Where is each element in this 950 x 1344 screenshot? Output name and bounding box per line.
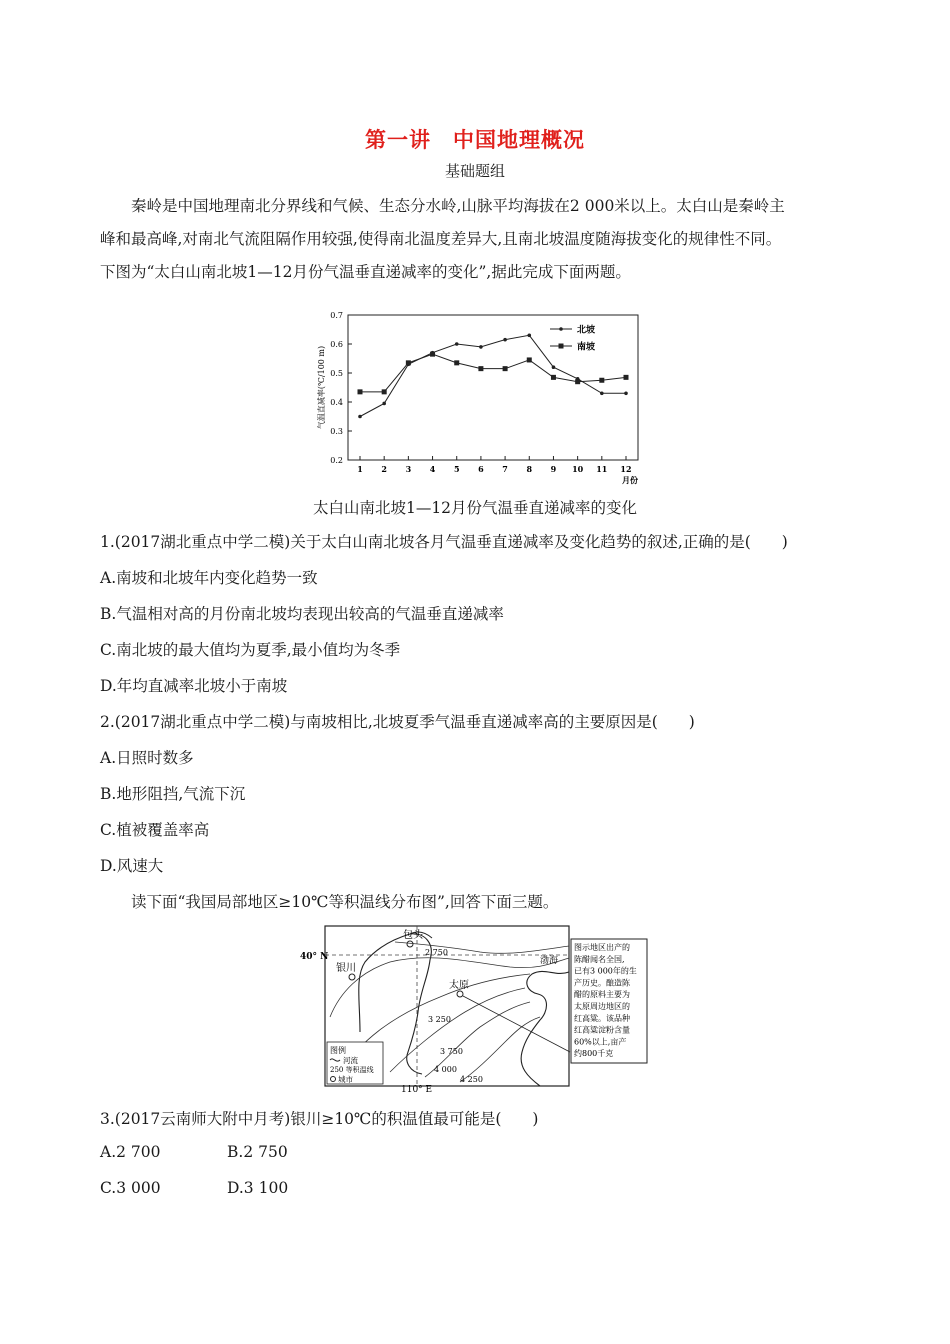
data-point-north — [382, 402, 386, 406]
q3-option-d: D.3 100 — [227, 1179, 289, 1197]
intro-paragraph-2: 读下面“我国局部地区≥10℃等积温线分布图”,回答下面三题。 — [131, 893, 559, 911]
x-tick-label: 2 — [381, 464, 387, 474]
q1-option-b: B.气温相对高的月份南北坡均表现出较高的气温垂直递减率 — [100, 605, 504, 623]
x-tick-label: 12 — [620, 464, 632, 474]
x-tick-label: 10 — [572, 464, 584, 474]
chart-axes — [316, 311, 638, 485]
sea-label: 渤海 — [540, 956, 559, 966]
q2-stem: 2.(2017湖北重点中学二模)与南坡相比,北坡夏季气温垂直递减率高的主要原因是( ) — [100, 713, 695, 731]
data-point-north — [600, 392, 604, 396]
q1-option-d: D.年均直减率北坡小于南坡 — [100, 677, 288, 695]
x-tick-label: 11 — [596, 464, 608, 474]
data-point-north — [455, 342, 459, 346]
q2-option-a: A.日照时数多 — [100, 749, 194, 767]
map-note-line: 醋的原料主要为 — [574, 990, 630, 1000]
data-point-north — [552, 365, 556, 369]
q3-stem: 3.(2017云南师大附中月考)银川≥10℃的积温值最可能是( ) — [100, 1110, 539, 1128]
map-note-line: 红高粱淀粉含量 — [574, 1025, 630, 1035]
data-point-south — [382, 389, 387, 394]
q2-option-c: C.植被覆盖率高 — [100, 821, 210, 839]
data-point-south — [358, 389, 363, 394]
intro-line-2: 峰和最高峰,对南北气流阻隔作用较强,使得南北温度差异大,且南北坡温度随海拔变化的规律性不同。 — [100, 230, 782, 248]
chart-caption: 太白山南北坡1—12月份气温垂直递减率的变化 — [312, 499, 638, 517]
x-tick-label: 7 — [502, 464, 508, 474]
y-tick-label: 0.5 — [330, 369, 343, 378]
legend-marker — [559, 327, 563, 331]
data-point-south — [406, 360, 411, 365]
data-point-south — [624, 375, 629, 380]
q1-option-c: C.南北坡的最大值均为夏季,最小值均为冬季 — [100, 641, 401, 659]
iso-label-4000: 4 000 — [434, 1065, 457, 1074]
data-point-south — [599, 378, 604, 383]
data-point-north — [503, 338, 507, 342]
series-line-2 — [360, 354, 626, 392]
map-note-line: 红高粱。该品种 — [574, 1013, 630, 1023]
data-point-south — [478, 366, 483, 371]
q1-option-a: A.南坡和北坡年内变化趋势一致 — [100, 569, 318, 587]
map-legend-title: 图例 — [330, 1046, 346, 1055]
city-yinchuan-label: 银川 — [336, 963, 356, 974]
x-tick-label: 4 — [429, 464, 436, 474]
x-tick-label: 6 — [478, 464, 484, 474]
map-note-line: 约800千克 — [574, 1049, 614, 1059]
x-axis-label: 月份 — [622, 475, 638, 485]
y-tick-label: 0.4 — [330, 398, 343, 407]
iso-label-3250: 3 250 — [428, 1015, 451, 1024]
map-legend-city: 城市 — [338, 1075, 353, 1084]
y-tick-label: 0.7 — [330, 311, 343, 320]
intro-paragraph-1 — [100, 190, 852, 289]
iso-label-4250: 4 250 — [460, 1075, 483, 1084]
map-note-line: 图示地区出产的 — [574, 943, 630, 952]
data-point-north — [624, 392, 628, 396]
intro-line-3: 下图为“太白山南北坡1—12月份气温垂直递减率的变化”,据此完成下面两题。 — [100, 263, 631, 281]
legend-label: 北坡 — [577, 325, 596, 336]
x-tick-label: 3 — [405, 464, 412, 474]
y-tick-label: 0.2 — [330, 456, 343, 465]
iso-label-2750: 2 750 — [425, 948, 448, 957]
data-point-north — [527, 334, 531, 338]
latitude-label: 40° N — [300, 952, 329, 962]
data-point-south — [503, 366, 508, 371]
legend-marker — [559, 344, 564, 349]
chart-legend — [550, 324, 596, 353]
y-tick-label: 0.3 — [330, 427, 343, 436]
map-note-line: 已有3 000年的生 — [574, 966, 637, 976]
city-taiyuan-label: 太原 — [449, 980, 469, 991]
x-tick-label: 8 — [526, 464, 533, 474]
data-point-south — [430, 352, 435, 357]
q3-option-c: C.3 000 — [100, 1179, 161, 1197]
x-tick-label: 5 — [453, 464, 460, 474]
page-title: 第一讲 中国地理概况 — [365, 127, 585, 152]
map-note-line: 太原周边地区的 — [574, 1002, 630, 1011]
q1-stem: 1.(2017湖北重点中学二模)关于太白山南北坡各月气温垂直递减率及变化趋势的叙述,正确的是( ) — [100, 533, 788, 551]
map-legend-iso: 250 等积温线 — [330, 1066, 374, 1074]
data-point-south — [551, 375, 556, 380]
x-tick-label: 9 — [550, 464, 557, 474]
plot-frame — [348, 315, 638, 460]
x-tick-label: 1 — [357, 464, 363, 474]
longitude-label: 110° E — [401, 1085, 433, 1094]
q3-option-b: B.2 750 — [227, 1143, 288, 1161]
intro-line-1: 秦岭是中国地理南北分界线和气候、生态分水岭,山脉平均海拔在2 000米以上。太白山是秦岭主 — [131, 197, 785, 215]
data-point-south — [575, 379, 580, 384]
isotherm-map — [300, 922, 680, 1094]
y-axis-label: 气温直减率(℃/100 m) — [317, 345, 326, 430]
q3-option-a: A.2 700 — [100, 1143, 161, 1161]
q2-option-d: D.风速大 — [100, 857, 164, 875]
map-note-line: 陈醋闻名全国, — [574, 954, 625, 964]
data-point-north — [479, 345, 483, 349]
q2-option-b: B.地形阻挡,气流下沉 — [100, 785, 246, 803]
data-point-south — [454, 360, 459, 365]
y-tick-label: 0.6 — [330, 340, 343, 349]
iso-label-3750: 3 750 — [440, 1047, 463, 1056]
city-baotou-label: 包头 — [403, 930, 423, 941]
data-point-south — [527, 357, 532, 362]
lapse-rate-chart — [310, 305, 650, 490]
map-note-line: 产历史。酿造陈 — [574, 978, 630, 988]
map-note-line: 60%以上,亩产 — [574, 1037, 627, 1047]
section-subtitle: 基础题组 — [444, 162, 505, 180]
legend-label: 南坡 — [577, 342, 596, 353]
map-legend-river: 河流 — [343, 1056, 358, 1065]
data-point-north — [358, 415, 362, 419]
